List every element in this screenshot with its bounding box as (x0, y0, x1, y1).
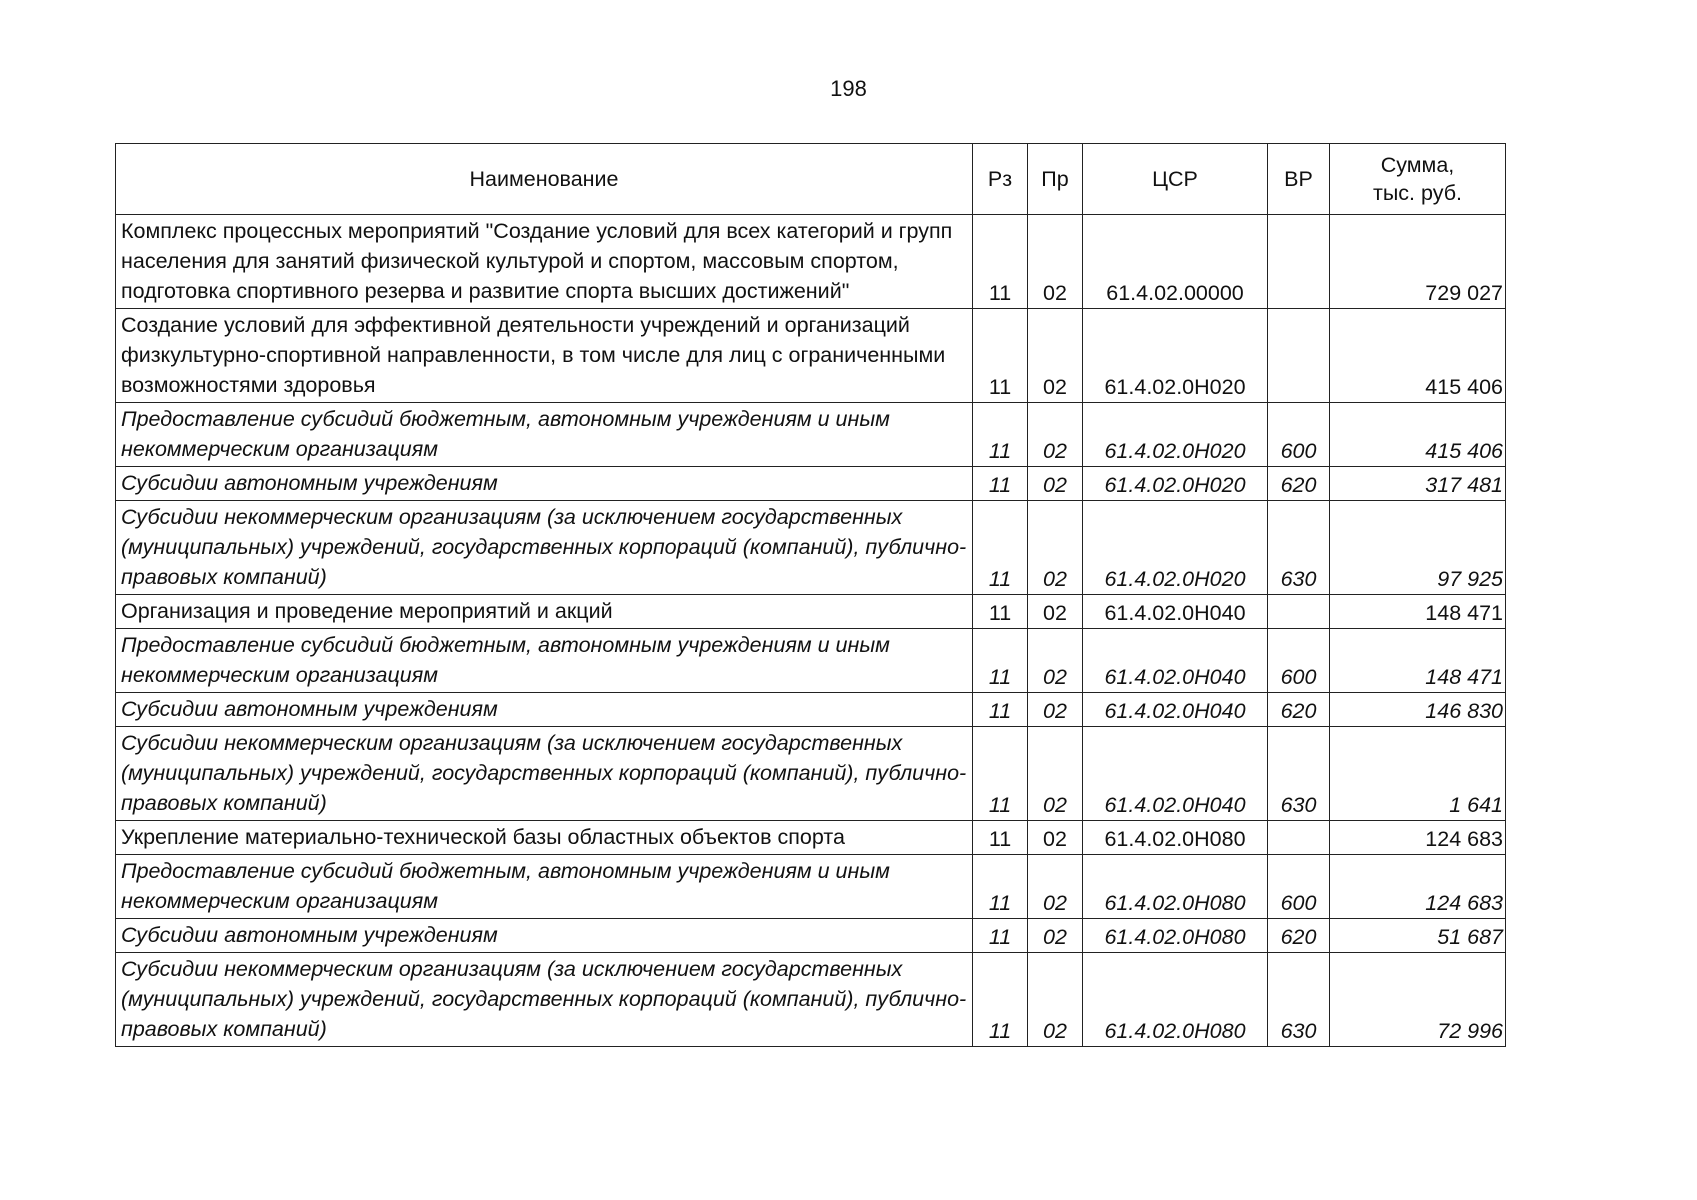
table-row (116, 919, 1506, 953)
budget-table (115, 143, 1506, 1047)
header-csr: ЦСР (1083, 144, 1268, 215)
cell-pr: 02 (1028, 595, 1083, 629)
cell-vr: 630 (1268, 953, 1330, 1047)
cell-pr: 02 (1028, 403, 1083, 467)
cell-csr: 61.4.02.0Н040 (1083, 727, 1268, 821)
cell-sum: 415 406 (1330, 309, 1506, 403)
cell-vr (1268, 595, 1330, 629)
cell-csr: 61.4.02.0Н080 (1083, 953, 1268, 1047)
table-row (116, 403, 1506, 467)
cell-rz: 11 (973, 821, 1028, 855)
header-pr: Пр (1028, 144, 1083, 215)
cell-sum: 72 996 (1330, 953, 1506, 1047)
cell-csr: 61.4.02.0Н040 (1083, 629, 1268, 693)
cell-pr: 02 (1028, 855, 1083, 919)
table-row (116, 693, 1506, 727)
cell-pr: 02 (1028, 309, 1083, 403)
cell-csr: 61.4.02.0Н040 (1083, 693, 1268, 727)
cell-sum: 1 641 (1330, 727, 1506, 821)
cell-sum: 124 683 (1330, 855, 1506, 919)
cell-rz: 11 (973, 309, 1028, 403)
cell-vr: 600 (1268, 629, 1330, 693)
cell-rz: 11 (973, 595, 1028, 629)
cell-name: Субсидии некоммерческим организациям (за исключением государственных (муниципальных) учреждений, государственных корпораций (компаний), публично-правовых компаний) (116, 501, 973, 595)
cell-sum: 51 687 (1330, 919, 1506, 953)
cell-pr: 02 (1028, 919, 1083, 953)
cell-sum: 415 406 (1330, 403, 1506, 467)
cell-vr: 600 (1268, 403, 1330, 467)
cell-vr: 620 (1268, 693, 1330, 727)
cell-sum: 148 471 (1330, 629, 1506, 693)
table-row (116, 727, 1506, 821)
cell-rz: 11 (973, 501, 1028, 595)
cell-name: Субсидии автономным учреждениям (116, 693, 973, 727)
cell-pr: 02 (1028, 215, 1083, 309)
page-number: 198 (830, 76, 867, 101)
cell-name: Создание условий для эффективной деятельности учреждений и организаций физкультурно-спортивной направленности, в том числе для лиц с ограниченными возможностями здоровья (116, 309, 973, 403)
cell-rz: 11 (973, 693, 1028, 727)
cell-csr: 61.4.02.0Н080 (1083, 855, 1268, 919)
cell-vr (1268, 821, 1330, 855)
cell-name: Предоставление субсидий бюджетным, автономным учреждениям и иным некоммерческим организациям (116, 855, 973, 919)
cell-csr: 61.4.02.0Н080 (1083, 919, 1268, 953)
table-row (116, 629, 1506, 693)
cell-rz: 11 (973, 953, 1028, 1047)
cell-sum: 148 471 (1330, 595, 1506, 629)
cell-csr: 61.4.02.0Н020 (1083, 309, 1268, 403)
cell-sum: 317 481 (1330, 467, 1506, 501)
cell-csr: 61.4.02.0Н020 (1083, 403, 1268, 467)
cell-vr: 620 (1268, 467, 1330, 501)
header-sum (1330, 144, 1506, 215)
cell-sum: 124 683 (1330, 821, 1506, 855)
cell-csr: 61.4.02.0Н020 (1083, 467, 1268, 501)
cell-csr: 61.4.02.00000 (1083, 215, 1268, 309)
cell-rz: 11 (973, 855, 1028, 919)
cell-sum: 729 027 (1330, 215, 1506, 309)
header-rz: Рз (973, 144, 1028, 215)
cell-vr: 620 (1268, 919, 1330, 953)
cell-rz: 11 (973, 215, 1028, 309)
table-row (116, 215, 1506, 309)
table-row (116, 821, 1506, 855)
cell-name: Комплекс процессных мероприятий "Создание условий для всех категорий и групп населения для занятий физической культурой и спортом, массовым спортом, подготовка спортивного резерва и развитие спорта высших достижений" (116, 215, 973, 309)
cell-vr (1268, 215, 1330, 309)
cell-name: Субсидии автономным учреждениям (116, 919, 973, 953)
cell-csr: 61.4.02.0Н080 (1083, 821, 1268, 855)
cell-name: Предоставление субсидий бюджетным, автономным учреждениям и иным некоммерческим организациям (116, 629, 973, 693)
cell-pr: 02 (1028, 629, 1083, 693)
header-name: Наименование (116, 144, 973, 215)
table-row (116, 501, 1506, 595)
table-row (116, 953, 1506, 1047)
cell-pr: 02 (1028, 953, 1083, 1047)
cell-rz: 11 (973, 919, 1028, 953)
table-row (116, 467, 1506, 501)
table-row (116, 855, 1506, 919)
header-sum-line2: тыс. руб. (1373, 181, 1462, 205)
header-sum-line1: Сумма, (1380, 153, 1455, 177)
cell-name: Субсидии некоммерческим организациям (за исключением государственных (муниципальных) учреждений, государственных корпораций (компаний), публично-правовых компаний) (116, 953, 973, 1047)
cell-sum: 146 830 (1330, 693, 1506, 727)
cell-vr: 630 (1268, 501, 1330, 595)
cell-sum: 97 925 (1330, 501, 1506, 595)
cell-rz: 11 (973, 727, 1028, 821)
cell-vr: 600 (1268, 855, 1330, 919)
cell-csr: 61.4.02.0Н020 (1083, 501, 1268, 595)
cell-pr: 02 (1028, 821, 1083, 855)
header-vr: ВР (1268, 144, 1330, 215)
cell-pr: 02 (1028, 501, 1083, 595)
cell-pr: 02 (1028, 693, 1083, 727)
table-row (116, 309, 1506, 403)
table-row (116, 595, 1506, 629)
cell-rz: 11 (973, 403, 1028, 467)
cell-rz: 11 (973, 629, 1028, 693)
cell-name: Укрепление материально-технической базы областных объектов спорта (116, 821, 973, 855)
cell-csr: 61.4.02.0Н040 (1083, 595, 1268, 629)
cell-rz: 11 (973, 467, 1028, 501)
cell-name: Субсидии автономным учреждениям (116, 467, 973, 501)
cell-pr: 02 (1028, 727, 1083, 821)
cell-pr: 02 (1028, 467, 1083, 501)
cell-name: Предоставление субсидий бюджетным, автономным учреждениям и иным некоммерческим организациям (116, 403, 973, 467)
cell-vr (1268, 309, 1330, 403)
cell-name: Субсидии некоммерческим организациям (за исключением государственных (муниципальных) учреждений, государственных корпораций (компаний), публично-правовых компаний) (116, 727, 973, 821)
table-header-row (116, 144, 1506, 215)
cell-name: Организация и проведение мероприятий и акций (116, 595, 973, 629)
cell-vr: 630 (1268, 727, 1330, 821)
